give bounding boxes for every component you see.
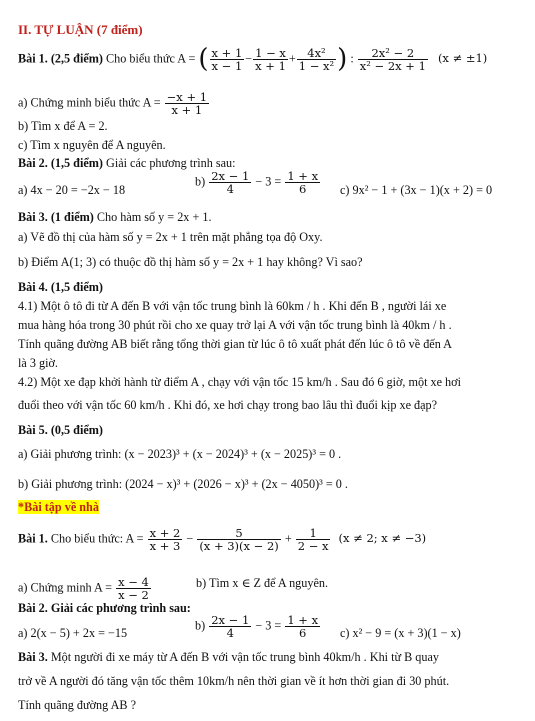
fraction-4: $\frac{\text{2x² − 2}}{\text{x² − 2x + 1}}$ <box>359 46 426 73</box>
problem-5a: a) Giải phương trình: (x − 2023)³ + (x − 2024)³ + (x − 2025)³ = 0 . <box>18 447 342 461</box>
homework-3-line-1 <box>18 650 439 665</box>
homework-1a: a) Chứng minh A = $\frac{x - 4}{x - 2}$ <box>18 575 149 602</box>
problem-4-line-1: 4.1) Một ô tô đi từ A đến B với vận tốc trung bình là 60km / h . Khi đến B , người lái xe <box>18 299 447 313</box>
homework-1b: b) Tìm x ∈ Z để A nguyên. <box>196 576 329 590</box>
paren-close: ) <box>337 44 348 74</box>
problem-2b: b) $\frac{2x - 1}{4}$ − 3 = $\frac{1 + x}{6}$ <box>195 169 319 196</box>
homework-2c: c) x² − 9 = (x + 3)(1 − x) <box>340 626 461 640</box>
problem-4-line-5: 4.2) Một xe đạp khởi hành từ điểm A , chạy với vận tốc 15 km/h . Sau đó 6 giờ, một xe hơi <box>18 375 461 389</box>
problem-3b: b) Điểm A(1; 3) có thuộc đồ thị hàm số y = 2x + 1 hay không? Vì sao? <box>18 255 363 269</box>
problem-2c: c) 9x² − 1 + (3x − 1)(x + 2) = 0 <box>340 183 493 197</box>
hw-fraction-2: $\frac{5}{(x + 3)(x - 2)}$ <box>199 526 279 553</box>
problem-5b: b) Giải phương trình: (2024 − x)³ + (2026 − x)³ + (2x − 4050)³ = 0 . <box>18 477 348 491</box>
fraction-1a: $\frac{-x + 1}{x + 1}$ <box>166 90 208 117</box>
homework-1-condition: (x ≠ 2; x ≠ −3) <box>338 531 427 546</box>
homework-3-text: Một người đi xe máy từ A đến B với vận tốc trung bình 40km/h . Khi từ B quay <box>50 650 439 664</box>
hw-fraction-1a: $\frac{x - 4}{x - 2}$ <box>118 575 149 602</box>
fraction-2b-right: $\frac{1 + x}{6}$ <box>287 169 319 196</box>
problem-1a-text: a) Chứng minh biểu thức A = <box>18 95 161 110</box>
problem-2-text: Giải các phương trình sau: <box>106 156 236 170</box>
problem-5-label: Bài 5. (0,5 điểm) <box>18 423 103 437</box>
problem-1-label: Bài 1. (2,5 điểm) <box>18 51 103 66</box>
problem-4-line-3: Tính quãng đường AB biết rằng tổng thời gian từ lúc ô tô xuất phát đến lúc ô tô về đến A <box>18 337 452 351</box>
problem-4-line-6: đuổi theo với vận tốc 60 km/h . Khi đó, xe hơi chạy trong bao lâu thì đuổi kịp xe đạp? <box>18 398 438 412</box>
problem-4-line-4: là 3 giờ. <box>18 356 58 370</box>
problem-3-statement <box>18 210 212 225</box>
homework-3-line-2: trở về A người đó tăng vận tốc thêm 10km/h nên thời gian về ít hơn thời gian đi 30 phút. <box>18 674 450 688</box>
paren-open: ( <box>198 44 209 74</box>
homework-2-label: Bài 2. Giải các phương trình sau: <box>18 601 191 615</box>
fraction-3: $\frac{\text{4x²}}{\text{1 − x²}}$ <box>298 46 335 73</box>
homework-2a: a) 2(x − 5) + 2x = −15 <box>18 626 128 640</box>
fraction-2b-left: $\frac{2x - 1}{4}$ <box>211 169 250 196</box>
problem-2a: a) 4x − 20 = −2x − 18 <box>18 183 126 197</box>
problem-1b: b) Tìm x để A = 2. <box>18 119 108 133</box>
section-title: II. TỰ LUẬN (7 điểm) <box>18 22 143 37</box>
hw-fraction-1: $\frac{x + 2}{x + 3}$ <box>149 526 181 553</box>
problem-3-text: Cho hàm số y = 2x + 1. <box>96 210 212 224</box>
homework-3-label: Bài 3. <box>18 650 48 664</box>
homework-1-text: Cho biểu thức: A = <box>50 531 144 546</box>
problem-1c: c) Tìm x nguyên để A nguyên. <box>18 138 166 152</box>
homework-3-line-3: Tính quãng đường AB ? <box>18 698 136 712</box>
homework-1-statement: Bài 1. Cho biểu thức: A = $\frac{x + 2}{x + 3}$ − $\frac{5}{(x + 3)(x - 2)}$ + $\frac{1}{2 - x}$ (x ≠ 2; x ≠ −3) <box>18 526 427 553</box>
fraction-2: $\frac{1 - x}{x + 1}$ <box>255 46 286 73</box>
problem-4-label: Bài 4. (1,5 điểm) <box>18 280 103 294</box>
hw-fraction-2b-left: $\frac{2x - 1}{4}$ <box>211 613 250 640</box>
problem-1-statement: Bài 1. (2,5 điểm) Cho biểu thức A = ( $\frac{x + 1}{x - 1}$ − $\frac{1 - x}{x + 1}$ + $\frac{\text{4x²}}{\text{1 − x²}}$ ) : $\frac{\text{2x² − 2}}{\text{x² − 2x + 1}}$ (x ≠ ±1) <box>18 44 488 74</box>
problem-3-label: Bài 3. (1 điểm) <box>18 210 94 224</box>
homework-2b: b) $\frac{2x - 1}{4}$ − 3 = $\frac{1 + x}{6}$ <box>195 613 319 640</box>
hw-fraction-3: $\frac{1}{2 - x}$ <box>297 526 329 553</box>
problem-1-condition: (x ≠ ±1) <box>437 51 488 66</box>
fraction-1: $\frac{x + 1}{x - 1}$ <box>211 46 243 73</box>
homework-1-label: Bài 1. <box>18 531 48 546</box>
problem-1-text: Cho biểu thức A = <box>106 51 196 66</box>
problem-2-label: Bài 2. (1,5 điểm) <box>18 156 103 170</box>
problem-3a: a) Vẽ đồ thị của hàm số y = 2x + 1 trên mặt phẳng tọa độ Oxy. <box>18 230 323 244</box>
homework-title: *Bài tập về nhà <box>18 500 99 514</box>
problem-1a <box>18 91 210 116</box>
problem-4-line-2: mua hàng hóa trong 30 phút rồi cho xe quay trở lại A với vận tốc trung bình là 40km / h . <box>18 318 452 332</box>
problem-2-statement <box>18 156 236 171</box>
hw-fraction-2b-right: $\frac{1 + x}{6}$ <box>287 613 319 640</box>
